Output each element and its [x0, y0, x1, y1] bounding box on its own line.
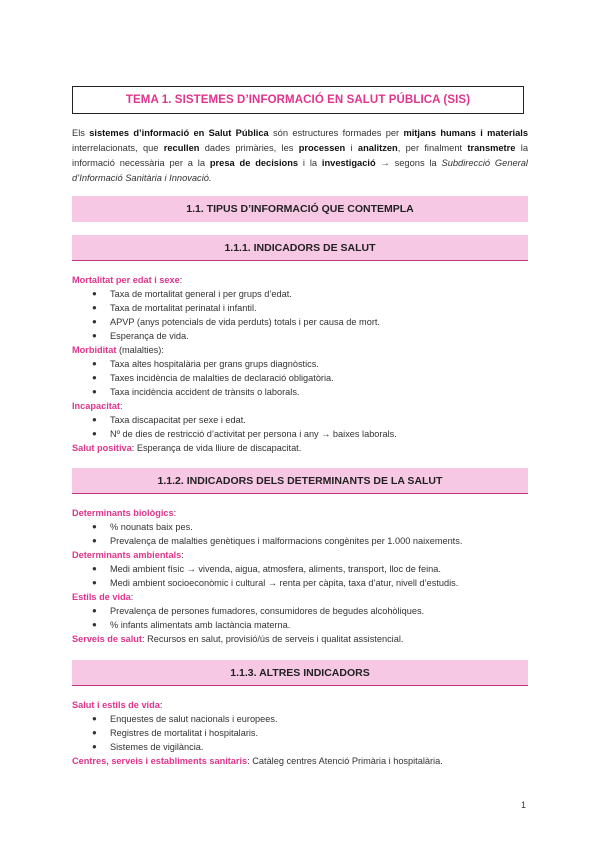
- list-item-text: Taxa altes hospitalària per grans grups diagnòstics.: [110, 359, 319, 369]
- category-label: Salut positiva: [72, 443, 132, 453]
- list-item: [72, 740, 528, 754]
- list-item-text: Esperança de vida.: [110, 331, 189, 341]
- category-suffix: : Recursos en salut, provisió/ús de serveis i qualitat assistencial.: [141, 634, 404, 644]
- intro-paragraph: Els sistemes d’informació en Salut Pública són estructures formades per mitjans humans i materials interrelacionats, que recullen dades primàries, les processen i analitzen, per finalment transmetre la informació necessària per a la presa de decisions i la investigació → segons la Subdirecció General d’Informació Sanitària i Innovació.: [72, 128, 529, 183]
- bullet-icon: ●: [92, 564, 97, 573]
- list-item: [72, 385, 528, 399]
- bullet-icon: ●: [92, 742, 97, 751]
- category-line: [72, 698, 528, 712]
- list-item-text: Enquestes de salut nacionals i europees.: [110, 714, 278, 724]
- category-label: Salut i estils de vida: [72, 700, 160, 710]
- list-item: [72, 562, 528, 576]
- bullet-icon: ●: [92, 415, 97, 424]
- bullet-icon: ●: [92, 289, 97, 298]
- bullet-icon: ●: [92, 373, 97, 382]
- list-item-text: % nounats baix pes.: [110, 522, 193, 532]
- category-line: [72, 754, 528, 768]
- list-item-text: Sistemes de vigilància.: [110, 742, 204, 752]
- category-line: [72, 506, 528, 520]
- list-item: [72, 287, 528, 301]
- category-suffix: :: [179, 275, 183, 285]
- subsection-heading-1: 1.1.1. INDICADORS DE SALUT: [72, 235, 528, 261]
- category-label: Serveis de salut: [72, 634, 142, 644]
- list-item-text: Medi ambient físic → vivenda, aigua, atmosfera, aliments, transport, lloc de feina.: [110, 564, 441, 574]
- page-title-box: [72, 86, 524, 114]
- bullet-icon: ●: [92, 714, 97, 723]
- list-item: [72, 604, 528, 618]
- category-label: Determinants biològics: [72, 508, 174, 518]
- list-item-text: Taxa discapacitat per sexe i edat.: [110, 415, 246, 425]
- list-item: [72, 357, 528, 371]
- subsection-2-content: [72, 506, 528, 646]
- category-label: Estils de vida: [72, 592, 131, 602]
- bullet-icon: ●: [92, 620, 97, 629]
- bullet-icon: ●: [92, 429, 97, 438]
- list-item-text: Prevalença de malalties genètiques i malformacions congènites per 1.000 naixements.: [110, 536, 463, 546]
- category-label: Determinants ambientals: [72, 550, 182, 560]
- list-item-text: Nº de dies de restricció d’activitat per persona i any → baixes laborals.: [110, 429, 397, 439]
- list-item-text: Prevalença de persones fumadores, consumidores de begudes alcohòliques.: [110, 606, 425, 616]
- bullet-icon: ●: [92, 578, 97, 587]
- page-number: 1: [521, 800, 527, 810]
- list-item-text: Taxes incidència de malalties de declaració obligatòria.: [110, 373, 334, 383]
- list-item: [72, 329, 528, 343]
- category-suffix: : Catàleg centres Atenció Primària i hospitalària.: [247, 756, 443, 766]
- subsection-heading-3: 1.1.3. ALTRES INDICADORS: [72, 660, 528, 686]
- list-item: [72, 520, 528, 534]
- list-item-text: % infants alimentats amb lactància materna.: [110, 620, 291, 630]
- category-label: Morbiditat: [72, 345, 117, 355]
- bullet-icon: ●: [92, 303, 97, 312]
- category-suffix: :: [173, 508, 177, 518]
- category-suffix: :: [130, 592, 134, 602]
- subsection-3-content: [72, 698, 528, 768]
- list-item-text: APVP (anys potencials de vida perduts) totals i per causa de mort.: [110, 317, 380, 327]
- bullet-icon: ●: [92, 387, 97, 396]
- list-item-text: Taxa incidència accident de trànsits o laborals.: [110, 387, 300, 397]
- list-item: [72, 371, 528, 385]
- list-item: [72, 712, 528, 726]
- bullet-icon: ●: [92, 359, 97, 368]
- category-line: [72, 399, 528, 413]
- list-item: [72, 427, 528, 441]
- page-title: TEMA 1. SISTEMES D’INFORMACIÓ EN SALUT PÚBLICA (SIS): [125, 94, 471, 106]
- category-line: [72, 548, 528, 562]
- category-suffix: :: [181, 550, 184, 560]
- list-item-text: Taxa de mortalitat general i per grups d’edat.: [110, 289, 292, 299]
- category-suffix: :: [120, 401, 123, 411]
- category-line: [72, 273, 528, 287]
- category-suffix: : Esperança de vida lliure de discapacitat.: [131, 443, 302, 453]
- section-heading: 1.1. TIPUS D’INFORMACIÓ QUE CONTEMPLA: [72, 196, 528, 222]
- category-line: [72, 441, 528, 455]
- category-label: Centres, serveis i establiments sanitaris: [72, 756, 248, 766]
- list-item-text: Taxa de mortalitat perinatal i infantil.: [110, 303, 257, 313]
- bullet-icon: ●: [92, 317, 97, 326]
- category-suffix: (malalties):: [116, 345, 164, 355]
- bullet-icon: ●: [92, 331, 97, 340]
- list-item-text: Medi ambient socioeconòmic i cultural → renta per càpita, taxa d’atur, nivell d’estudis.: [110, 578, 459, 588]
- bullet-icon: ●: [92, 536, 97, 545]
- category-suffix: :: [159, 700, 163, 710]
- category-line: [72, 590, 528, 604]
- bullet-icon: ●: [92, 728, 97, 737]
- list-item: [72, 301, 528, 315]
- subsection-heading-2: 1.1.2. INDICADORS DELS DETERMINANTS DE LA SALUT: [72, 468, 528, 494]
- category-label: Mortalitat per edat i sexe: [72, 275, 180, 285]
- list-item: [72, 315, 528, 329]
- bullet-icon: ●: [92, 522, 97, 531]
- list-item: [72, 726, 528, 740]
- subsection-1-content: [72, 273, 528, 455]
- list-item: [72, 576, 528, 590]
- list-item-text: Registres de mortalitat i hospitalaris.: [110, 728, 259, 738]
- category-line: [72, 632, 528, 646]
- category-label: Incapacitat: [72, 401, 120, 411]
- category-line: [72, 343, 528, 357]
- bullet-icon: ●: [92, 606, 97, 615]
- list-item: [72, 413, 528, 427]
- list-item: [72, 534, 528, 548]
- list-item: [72, 618, 528, 632]
